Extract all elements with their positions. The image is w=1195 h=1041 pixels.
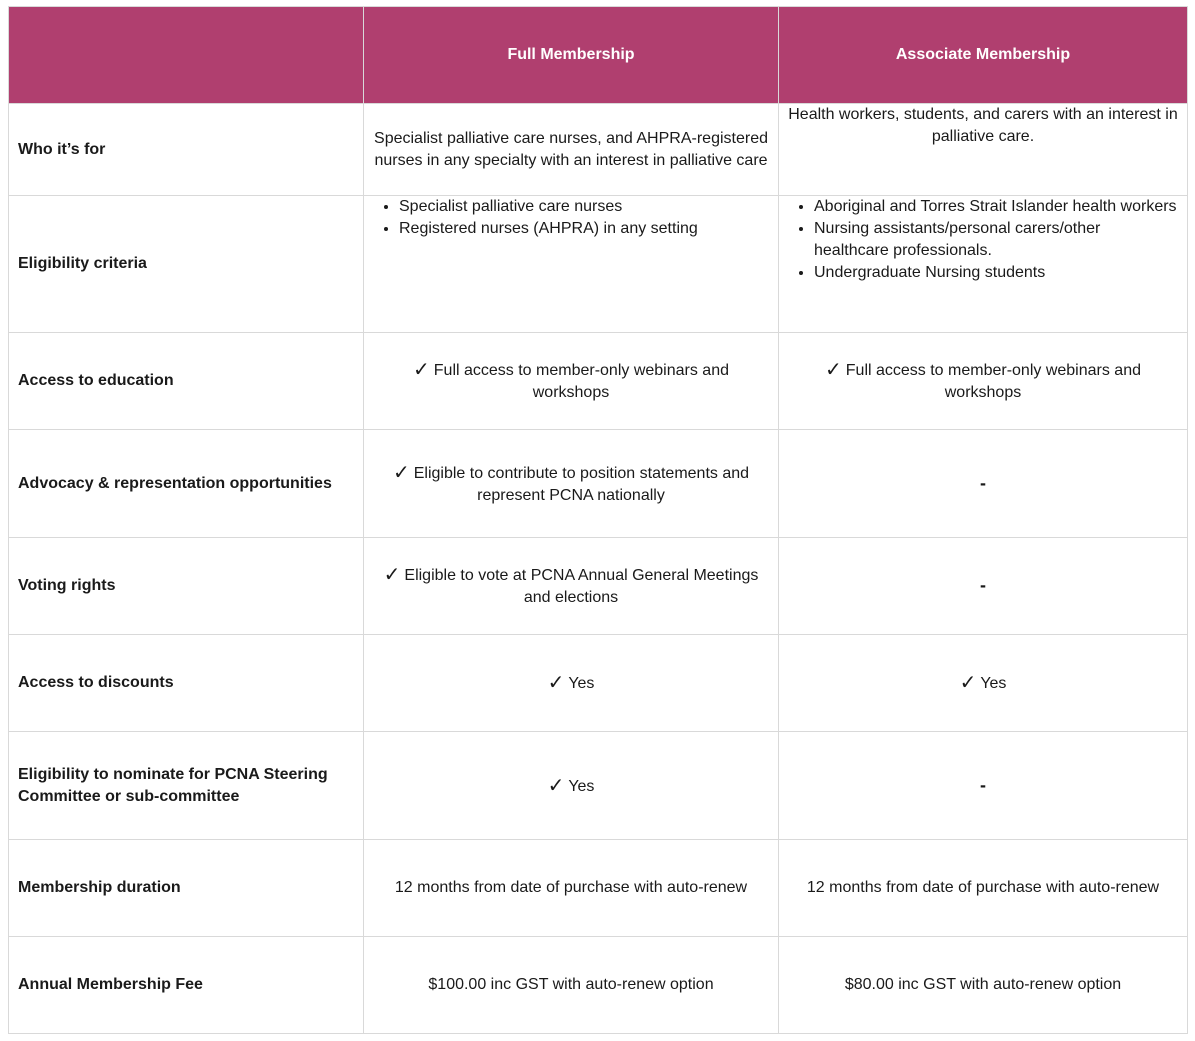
row-access-to-education [9, 333, 1188, 430]
cell-text: Yes [568, 675, 595, 692]
associate-annual-fee: $80.00 inc GST with auto-renew option [779, 937, 1188, 1034]
cell-text: Full access to member-only webinars and workshops [845, 362, 1141, 401]
cell-text: Yes [568, 777, 595, 795]
full-voting-rights [364, 538, 779, 635]
check-icon: ✓ [825, 359, 842, 381]
row-label: Access to education [9, 333, 364, 430]
associate-eligibility-criteria [779, 196, 1188, 333]
list-item: • Specialist palliative care nurses [399, 196, 769, 218]
row-label: Membership duration [9, 840, 364, 937]
row-who-its-for [9, 104, 1188, 196]
check-icon: ✓ [392, 461, 410, 484]
cell-text: Eligible to contribute to position statements and represent PCNA nationally [413, 464, 750, 504]
check-icon: ✓ [547, 774, 565, 797]
row-label: Eligibility to nominate for PCNA Steering Committee or sub-committee [9, 732, 364, 840]
membership-comparison-table [8, 6, 1188, 1034]
table-header-row [9, 7, 1188, 104]
row-nominate-eligibility [9, 732, 1188, 840]
header-associate-membership: Associate Membership [779, 7, 1188, 104]
row-label: Access to discounts [9, 635, 364, 732]
not-included-dash: - [980, 472, 986, 493]
associate-advocacy [779, 430, 1188, 538]
check-icon: ✓ [547, 672, 565, 694]
full-nominate-eligibility [364, 732, 779, 840]
row-access-to-discounts [9, 635, 1188, 732]
row-label: Voting rights [9, 538, 364, 635]
not-included-dash: - [980, 575, 986, 595]
list-item: • Registered nurses (AHPRA) in any setting [399, 218, 769, 240]
check-icon: ✓ [959, 672, 977, 694]
row-membership-duration [9, 840, 1188, 937]
list-item: • Aboriginal and Torres Strait Islander health workers [814, 196, 1178, 218]
row-voting-rights [9, 538, 1188, 635]
associate-who-its-for: Health workers, students, and carers with an interest in palliative care. [779, 104, 1188, 196]
full-membership-duration: 12 months from date of purchase with auto-renew [364, 840, 779, 937]
full-access-to-education [364, 333, 779, 430]
full-advocacy [364, 430, 779, 538]
row-advocacy [9, 430, 1188, 538]
associate-access-to-discounts [779, 635, 1188, 732]
cell-text: Eligible to vote at PCNA Annual General Meetings and elections [404, 567, 759, 606]
header-full-membership: Full Membership [364, 7, 779, 104]
cell-text: Yes [980, 675, 1007, 692]
full-who-its-for: Specialist palliative care nurses, and AHPRA-registered nurses in any specialty with an interest in palliative care [364, 104, 779, 196]
full-criteria-list [373, 196, 769, 240]
associate-access-to-education [779, 333, 1188, 430]
associate-nominate-eligibility [779, 732, 1188, 840]
list-item: • Undergraduate Nursing students [814, 262, 1178, 284]
full-eligibility-criteria [364, 196, 779, 333]
check-icon: ✓ [413, 359, 430, 381]
row-label: Who it’s for [9, 104, 364, 196]
cell-text: Full access to member-only webinars and workshops [433, 362, 729, 401]
associate-voting-rights [779, 538, 1188, 635]
row-eligibility-criteria [9, 196, 1188, 333]
row-label: Annual Membership Fee [9, 937, 364, 1034]
row-label: Advocacy & representation opportunities [9, 430, 364, 538]
header-empty-cell [9, 7, 364, 104]
associate-membership-duration: 12 months from date of purchase with auto-renew [779, 840, 1188, 937]
list-item: • Nursing assistants/personal carers/other healthcare professionals. [814, 218, 1178, 262]
full-annual-fee: $100.00 inc GST with auto-renew option [364, 937, 779, 1034]
full-access-to-discounts [364, 635, 779, 732]
not-included-dash: - [980, 774, 986, 795]
check-icon: ✓ [383, 564, 401, 586]
associate-criteria-list [788, 196, 1178, 284]
row-label: Eligibility criteria [9, 196, 364, 333]
row-annual-fee [9, 937, 1188, 1034]
